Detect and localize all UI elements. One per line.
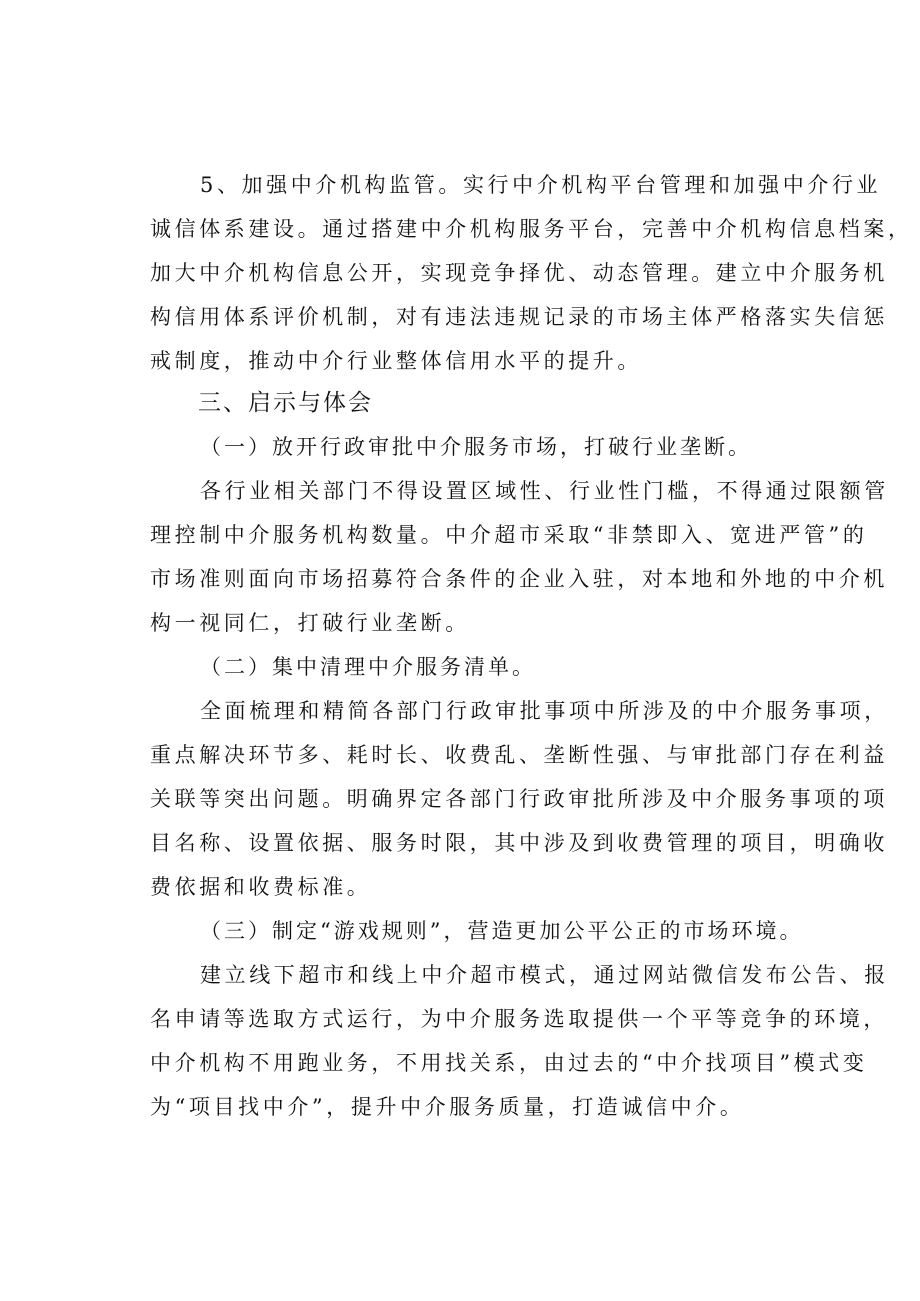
subsection-3-title: （三）制定“游戏规则”，营造更加公平公正的市场环境。 — [200, 919, 804, 943]
section5-line-5: 戒制度，推动中介行业整体信用水平的提升。 — [150, 349, 642, 373]
sub3-line-3: 中介机构不用跑业务，不用找关系，由过去的“中介找项目”模式变 — [150, 1051, 868, 1075]
section5-line-1: 5、加强中介机构监管。实行中介机构平台管理和加强中介行业 — [200, 173, 882, 197]
sub3-line-1: 建立线下超市和线上中介超市模式，通过网站微信发布公告、报 — [200, 963, 889, 987]
section5-line-3: 加大中介机构信息公开，实现竞争择优、动态管理。建立中介服务机 — [150, 261, 888, 285]
sub1-line-1: 各行业相关部门不得设置区域性、行业性门槛，不得通过限额管 — [200, 479, 889, 503]
section-heading: 三、启示与体会 — [198, 390, 373, 416]
sub2-line-3: 关联等突出问题。明确界定各部门行政审批所涉及中介服务事项的项 — [150, 787, 888, 811]
sub1-line-2: 理控制中介服务机构数量。中介超市采取“非禁即入、宽进严管”的 — [150, 523, 868, 547]
sub2-line-4: 目名称、设置依据、服务时限，其中涉及到收费管理的项目，明确收 — [150, 831, 888, 855]
sub3-line-2: 名申请等选取方式运行，为中介服务选取提供一个平等竞争的环境， — [150, 1007, 888, 1031]
section5-line-4: 构信用体系评价机制，对有违法违规记录的市场主体严格落实失信惩 — [150, 305, 888, 329]
sub2-line-1: 全面梳理和精简各部门行政审批事项中所涉及的中介服务事项， — [200, 699, 889, 723]
subsection-2-title: （二）集中清理中介服务清单。 — [200, 655, 536, 679]
sub2-line-2: 重点解决环节多、耗时长、收费乱、垄断性强、与审批部门存在利益 — [150, 743, 888, 767]
subsection-1-title: （一）放开行政审批中介服务市场，打破行业垄断。 — [200, 435, 752, 459]
sub1-line-4: 构一视同仁，打破行业垄断。 — [150, 611, 470, 635]
sub2-line-5: 费依据和收费标准。 — [150, 875, 372, 899]
sub1-line-3: 市场准则面向市场招募符合条件的企业入驻，对本地和外地的中介机 — [150, 567, 888, 591]
sub3-line-4: 为“项目找中介”，提升中介服务质量，打造诚信中介。 — [150, 1095, 745, 1119]
section5-line-2: 诚信体系建设。通过搭建中介机构服务平台，完善中介机构信息档案， — [150, 217, 913, 241]
